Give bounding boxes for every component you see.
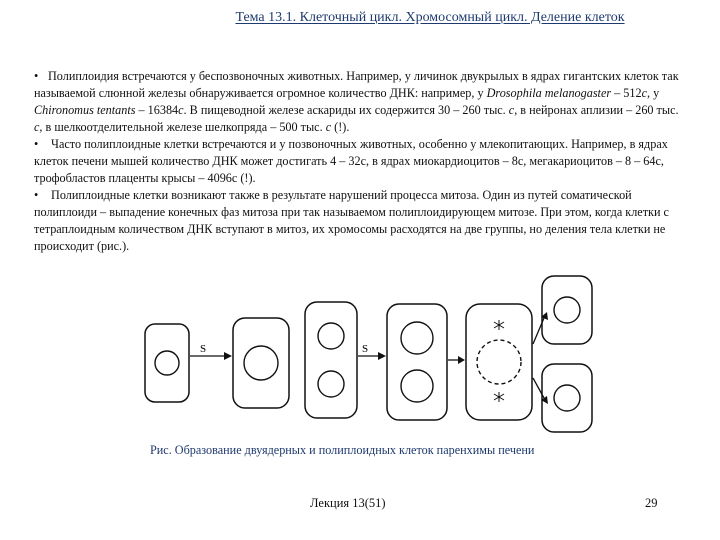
figure-caption: Рис. Образование двуядерных и полиплоидных клеток паренхимы печени (150, 443, 535, 457)
arrow-s-phase-2 (358, 343, 386, 360)
footer-lecture: Лекция 13(51) (310, 496, 386, 510)
cell-mononuclear (145, 324, 189, 402)
cell-mitosis (466, 304, 532, 420)
cell-polyploid-bottom (542, 364, 592, 432)
cell-binuclear-large (387, 304, 447, 420)
bullet-icon: • (34, 188, 39, 202)
bullet-icon: • (34, 137, 39, 151)
arrow-branch-down (533, 378, 548, 404)
spindle-pole-bottom (494, 392, 504, 402)
bullet-paragraph-1: • Полиплоидия встречаются у беспозвоночных животных. Например, у личинок двукрылых в ядрах гигантских клеток так называемой слюнной железы обнаруживается огромное количество ДНК: например, у Drosophila melanogaster – 512c, у Chironomus tentants – 16384c. В пищеводной железе аскариды их содержится 30 – 260 тыс. c, в нейронах аплизии – 260 тыс. c, в шелкоотделительной железе шелкопряда – 500 тыс. c (!). (34, 69, 679, 134)
s-label-1: S (200, 343, 207, 355)
cell-polyploid-top (542, 276, 592, 344)
mitosis-diagram (140, 274, 620, 434)
arrow-branch-up (533, 312, 548, 344)
cell-tetraploid-nucleus (233, 318, 289, 408)
slide-title: Тема 13.1. Клеточный цикл. Хромосомный цикл. Деление клеток (235, 10, 625, 25)
body-text (34, 68, 684, 255)
cell-binuclear (305, 302, 357, 418)
bullet-icon: • (34, 69, 39, 83)
s-label-2: S (362, 343, 369, 355)
bullet-paragraph-2: • Часто полиплоидные клетки встречаются и у позвоночных животных, особенно у млекопитающих. Например, в ядрах клеток печени мышей количество ДНК может достигать 4 – 32c, в ядрах миокардиоцитов – 8c, мегакариоцитов – 8 – 64c, трофобластов плаценты крысы – 4096c (!). (34, 137, 668, 185)
bullet-paragraph-3: • Полиплоидные клетки возникают также в результате нарушений процесса митоза. Один из путей соматической полиплоиди – выпадение конечных фаз митоза при так называемом полиплоидирующем митозе. При этом, когда клетки с тетраплоидным количеством ДНК вступают в митоз, их хромосомы расходятся на две группы, но деления тела клетки не происходит (рис.). (34, 188, 669, 253)
spindle-pole-top (494, 320, 504, 330)
page-number: 29 (645, 496, 658, 510)
arrow-to-mitosis (448, 356, 465, 364)
arrow-s-phase-1 (190, 343, 232, 360)
